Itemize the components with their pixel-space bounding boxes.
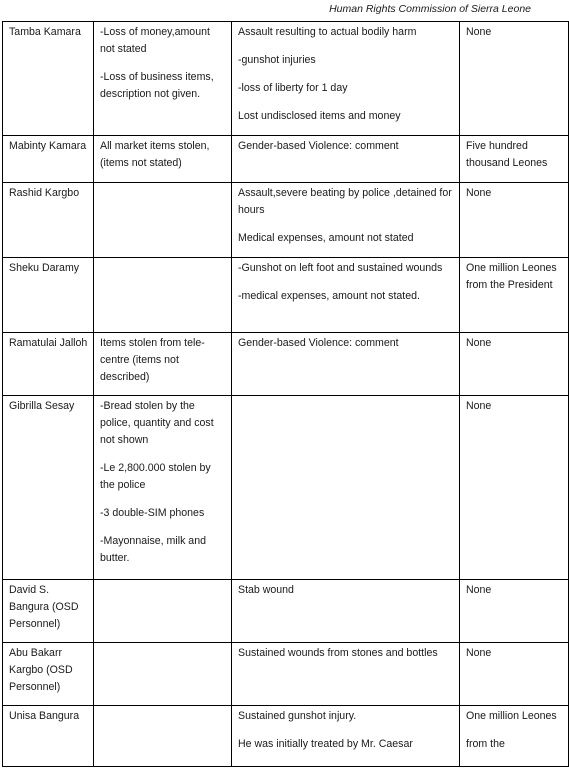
cell-name (3, 706, 94, 767)
table-row (3, 183, 569, 258)
cell-injury (232, 333, 460, 396)
cell-text: None (466, 584, 492, 596)
cell-text: One million Leones from the President (466, 262, 557, 291)
cell-text: Mabinty Kamara (9, 140, 87, 152)
cell-name (3, 396, 94, 580)
cell-text: -Bread stolen by the police, quantity and cost not shown (100, 400, 214, 446)
cell-text: Assault resulting to actual bodily harm (238, 26, 417, 38)
cell-text: None (466, 187, 492, 199)
cell-compensation (460, 258, 569, 333)
table-row (3, 580, 569, 643)
cell-text: He was initially treated by Mr. Caesar (238, 738, 413, 750)
cell-compensation (460, 333, 569, 396)
cell-text: -Loss of money,amount not stated (100, 26, 210, 55)
cell-text: -Gunshot on left foot and sustained wounds (238, 262, 443, 274)
cell-property (94, 183, 232, 258)
cell-text: -Mayonnaise, milk and butter. (100, 535, 206, 564)
cell-name (3, 136, 94, 183)
cell-injury (232, 136, 460, 183)
cell-text: Sheku Daramy (9, 262, 80, 274)
cell-compensation (460, 22, 569, 136)
cell-text: Gibrilla Sesay (9, 400, 75, 412)
cell-text: All market items stolen, (items not stated) (100, 140, 210, 169)
cell-text: Five hundred thousand Leones (466, 140, 548, 169)
table-row (3, 22, 569, 136)
cell-text: None (466, 26, 492, 38)
cell-property (94, 396, 232, 580)
cell-text: -3 double-SIM phones (100, 507, 205, 519)
cell-text: David S. Bangura (OSD Personnel) (9, 584, 79, 630)
cell-text: Sustained wounds from stones and bottles (238, 647, 438, 659)
cell-injury (232, 580, 460, 643)
table-row (3, 706, 569, 767)
table-row (3, 333, 569, 396)
cell-name (3, 580, 94, 643)
cell-property (94, 706, 232, 767)
table-row (3, 396, 569, 580)
cell-compensation (460, 183, 569, 258)
cell-text: Lost undisclosed items and money (238, 110, 401, 122)
cell-text: Rashid Kargbo (9, 187, 80, 199)
cell-text: Tamba Kamara (9, 26, 81, 38)
cell-injury (232, 643, 460, 706)
cell-text: from the (466, 738, 505, 750)
table-body (3, 22, 569, 767)
compensation-table (2, 21, 569, 767)
cell-compensation (460, 706, 569, 767)
cell-text: Unisa Bangura (9, 710, 80, 722)
cell-name (3, 183, 94, 258)
cell-property (94, 136, 232, 183)
cell-injury (232, 258, 460, 333)
cell-name (3, 333, 94, 396)
cell-text: -Loss of business items, description not given. (100, 71, 214, 100)
cell-text: -Le 2,800.000 stolen by the police (100, 462, 211, 491)
cell-text: None (466, 337, 492, 349)
table-row (3, 136, 569, 183)
table-row (3, 258, 569, 333)
cell-text: -medical expenses, amount not stated. (238, 290, 420, 302)
cell-text: One million Leones (466, 710, 557, 722)
cell-text: Gender-based Violence: comment (238, 337, 399, 349)
cell-text: Abu Bakarr Kargbo (OSD Personnel) (9, 647, 73, 693)
cell-text: Medical expenses, amount not stated (238, 232, 414, 244)
cell-text: Assault,severe beating by police ,detained for hours (238, 187, 452, 216)
cell-injury (232, 396, 460, 580)
cell-text: None (466, 647, 492, 659)
cell-name (3, 258, 94, 333)
cell-injury (232, 706, 460, 767)
cell-name (3, 643, 94, 706)
cell-property (94, 333, 232, 396)
cell-injury (232, 22, 460, 136)
cell-name (3, 22, 94, 136)
document-header: Human Rights Commission of Sierra Leone (329, 3, 531, 15)
cell-property (94, 580, 232, 643)
cell-text: Gender-based Violence: comment (238, 140, 399, 152)
cell-compensation (460, 136, 569, 183)
cell-property (94, 643, 232, 706)
cell-text: Ramatulai Jalloh (9, 337, 88, 349)
cell-text: -loss of liberty for 1 day (238, 82, 348, 94)
cell-text: None (466, 400, 492, 412)
cell-property (94, 258, 232, 333)
cell-compensation (460, 643, 569, 706)
cell-property (94, 22, 232, 136)
cell-text: -gunshot injuries (238, 54, 316, 66)
cell-compensation (460, 580, 569, 643)
cell-text: Items stolen from tele-centre (items not described) (100, 337, 205, 383)
cell-text: Stab wound (238, 584, 294, 596)
cell-compensation (460, 396, 569, 580)
cell-text: Sustained gunshot injury. (238, 710, 357, 722)
cell-injury (232, 183, 460, 258)
table-row (3, 643, 569, 706)
